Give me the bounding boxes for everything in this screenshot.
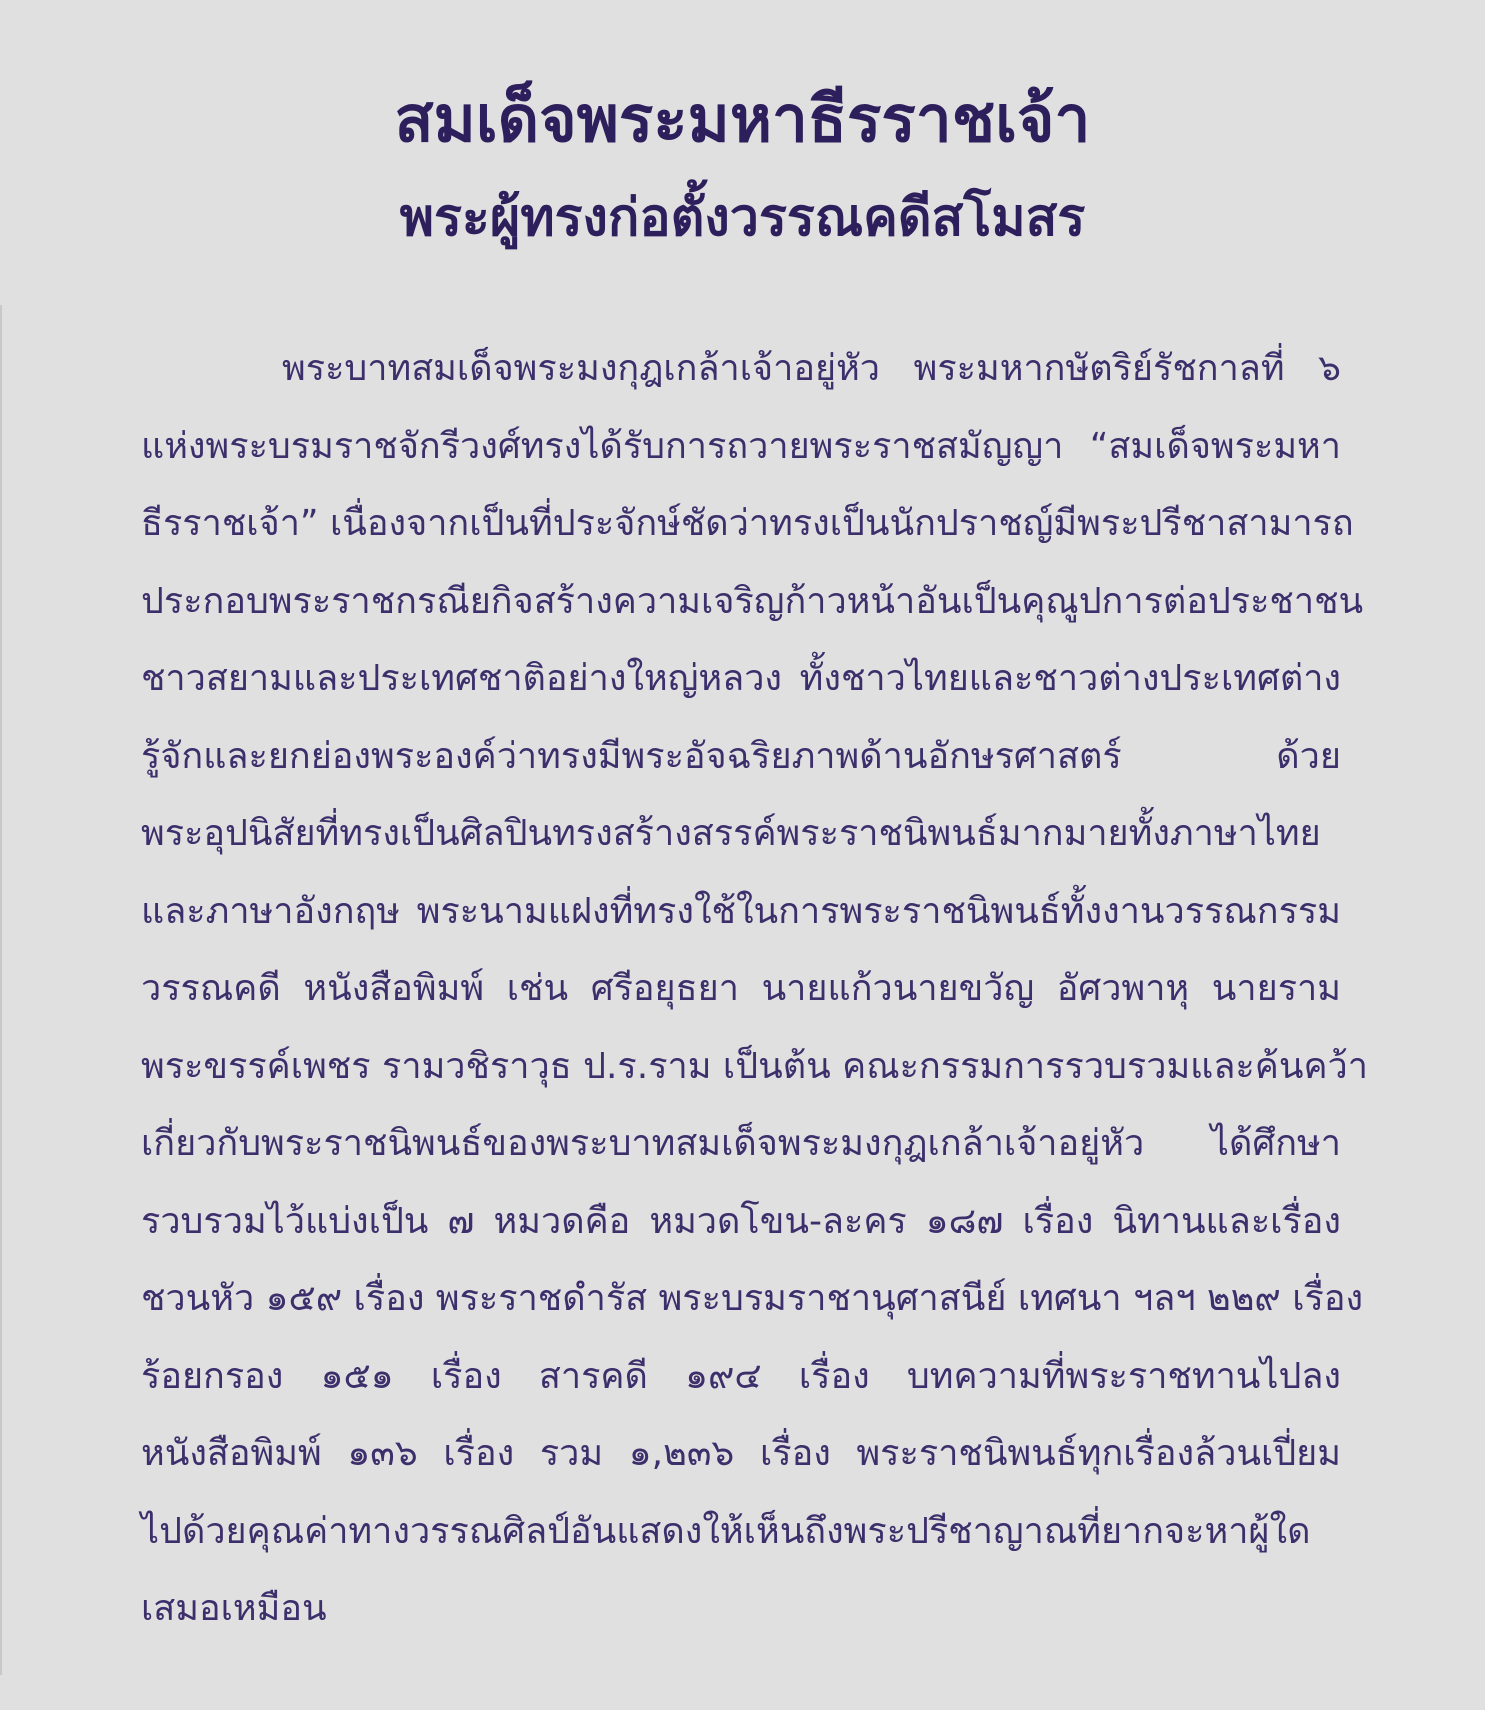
paragraph-line: เสมอเหมือน	[141, 1588, 327, 1629]
paragraph-line: เกี่ยวกับพระราชนิพนธ์ของพระบาทสมเด็จพระมงกุฎเกล้าเจ้าอยู่หัว ได้ศึกษา	[141, 1123, 1341, 1164]
paragraph-line: ชาวสยามและประเทศชาติอย่างใหญ่หลวง ทั้งชาวไทยและชาวต่างประเทศต่าง	[141, 658, 1341, 699]
paragraph-line: พระบาทสมเด็จพระมงกุฎเกล้าเจ้าอยู่หัว พระมหากษัตริย์รัชกาลที่ ๖	[282, 348, 1341, 389]
page-title: สมเด็จพระมหาธีรราชเจ้า	[394, 83, 1091, 157]
paragraph-line: พระอุปนิสัยที่ทรงเป็นศิลปินทรงสร้างสรรค์พระราชนิพนธ์มากมายทั้งภาษาไทย	[141, 813, 1321, 854]
paragraph-line: วรรณคดี หนังสือพิมพ์ เช่น ศรีอยุธยา นายแก้วนายขวัญ อัศวพาหุ นายราม	[141, 968, 1341, 1009]
paragraph-line: และภาษาอังกฤษ พระนามแฝงที่ทรงใช้ในการพระราชนิพนธ์ทั้งงานวรรณกรรม	[141, 890, 1341, 932]
title-block	[0, 70, 1485, 258]
paragraph-line: ประกอบพระราชกรณียกิจสร้างความเจริญก้าวหน้าอันเป็นคุณูปการต่อประชาชน	[141, 580, 1364, 622]
body-paragraph	[141, 330, 1368, 1648]
paragraph-line: ร้อยกรอง ๑๕๑ เรื่อง สารคดี ๑๙๔ เรื่อง บทความที่พระราชทานไปลง	[141, 1355, 1341, 1397]
paragraph-line: แห่งพระบรมราชจักรีวงศ์ทรงได้รับการถวายพระราชสมัญญา “สมเด็จพระมหา	[141, 425, 1341, 467]
paragraph-line: ธีรราชเจ้า” เนื่องจากเป็นที่ประจักษ์ชัดว่าทรงเป็นนักปราชญ์มีพระปรีชาสามารถ	[141, 503, 1354, 544]
paragraph-line: หนังสือพิมพ์ ๑๓๖ เรื่อง รวม ๑,๒๓๖ เรื่อง พระราชนิพนธ์ทุกเรื่องล้วนเปี่ยม	[141, 1433, 1341, 1474]
paragraph-line: รู้จักและยกย่องพระองค์ว่าทรงมีพระอัจฉริยภาพด้านอักษรศาสตร์ ด้วย	[141, 735, 1341, 777]
paragraph-line: พระขรรค์เพชร รามวชิราวุธ ป.ร.ราม เป็นต้น คณะกรรมการรวบรวมและค้นคว้า	[141, 1045, 1368, 1087]
paragraph-line: ไปด้วยคุณค่าทางวรรณศิลป์อันแสดงให้เห็นถึงพระปรีชาญาณที่ยากจะหาผู้ใด	[141, 1510, 1311, 1552]
page-left-border	[0, 305, 2, 1675]
paragraph-line: รวบรวมไว้แบ่งเป็น ๗ หมวดคือ หมวดโขน-ละคร ๑๘๗ เรื่อง นิทานและเรื่อง	[141, 1200, 1341, 1242]
page-subtitle: พระผู้ทรงก่อตั้งวรรณคดีสโมสร	[399, 188, 1086, 248]
paragraph-line: ชวนหัว ๑๕๙ เรื่อง พระราชดำรัส พระบรมราชานุศาสนีย์ เทศนา ฯลฯ ๒๒๙ เรื่อง	[141, 1278, 1364, 1319]
